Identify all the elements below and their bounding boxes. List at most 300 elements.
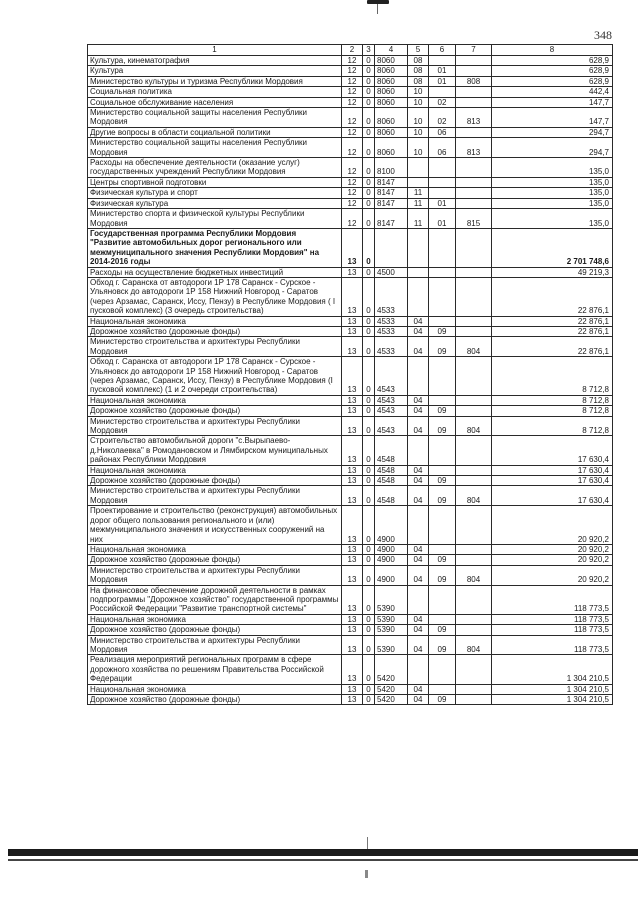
header-col-3: 3 [363,45,375,56]
row-name: Национальная экономика [88,544,342,554]
row-code-6: 09 [429,635,456,655]
header-row [88,45,613,56]
row-code-3: 0 [363,655,375,684]
row-code-4: 5390 [375,614,408,624]
table-row [88,476,613,486]
row-name: Культура, кинематография [88,56,342,66]
table-row [88,416,613,436]
row-code-4: 4548 [375,436,408,465]
row-amount: 294,7 [492,138,613,158]
row-amount: 20 920,2 [492,565,613,585]
row-code-6: 02 [429,97,456,107]
table-row [88,486,613,506]
row-name: Национальная экономика [88,614,342,624]
row-code-2: 12 [342,108,363,128]
row-code-4: 5390 [375,625,408,635]
row-code-3: 0 [363,614,375,624]
row-code-2: 12 [342,158,363,178]
row-code-3: 0 [363,625,375,635]
row-code-7 [456,506,492,545]
table-row [88,506,613,545]
row-code-5: 10 [408,108,429,128]
row-code-4: 5420 [375,655,408,684]
row-code-6 [429,395,456,405]
table-body [88,56,613,705]
row-amount: 294,7 [492,127,613,137]
row-code-7 [456,267,492,277]
row-code-4: 8060 [375,56,408,66]
row-amount: 135,0 [492,198,613,208]
row-code-7 [456,66,492,76]
row-code-2: 13 [342,565,363,585]
row-name: Социальное обслуживание населения [88,97,342,107]
row-code-4: 4500 [375,267,408,277]
row-code-2: 12 [342,209,363,229]
row-code-7 [456,684,492,694]
row-amount: 2 701 748,6 [492,228,613,267]
row-code-7 [456,127,492,137]
row-amount: 17 630,4 [492,436,613,465]
row-name: Министерство строительства и архитектуры Республики Мордовия [88,416,342,436]
row-code-4: 8060 [375,87,408,97]
row-name: Национальная экономика [88,395,342,405]
row-code-3: 0 [363,108,375,128]
row-amount: 628,9 [492,56,613,66]
table-row [88,56,613,66]
header-col-2: 2 [342,45,363,56]
row-code-4: 4533 [375,277,408,316]
row-code-6 [429,585,456,614]
row-name: Обход г. Саранска от автодороги 1Р 178 Саранск - Сурское - Ульяновск до автодороги 1Р 158 Нижний Новгород - Саратов (через Арзамас, Саранск, Исcу, Пензу) в Республике Мордовия (I пусковой комплекс) (1 и 2 очереди строительства) [88,357,342,396]
row-name: Министерство строительства и архитектуры Республики Мордовия [88,635,342,655]
row-code-5: 04 [408,486,429,506]
row-code-7 [456,436,492,465]
row-code-3: 0 [363,695,375,705]
row-code-5 [408,158,429,178]
row-amount: 147,7 [492,108,613,128]
row-code-4: 4900 [375,544,408,554]
bottom-border-line [8,859,638,861]
row-amount: 118 773,5 [492,635,613,655]
row-code-4: 8060 [375,97,408,107]
row-code-3: 0 [363,436,375,465]
row-code-7 [456,625,492,635]
row-name: Министерство строительства и архитектуры Республики Мордовия [88,565,342,585]
row-code-3: 0 [363,395,375,405]
row-code-5 [408,228,429,267]
table-row [88,209,613,229]
row-amount: 17 630,4 [492,465,613,475]
row-code-4: 8147 [375,209,408,229]
row-code-3: 0 [363,357,375,396]
row-code-7 [456,655,492,684]
row-code-2: 13 [342,277,363,316]
row-code-7: 808 [456,76,492,86]
bottom-border-bar [8,849,638,856]
row-code-7: 813 [456,138,492,158]
row-code-7 [456,277,492,316]
row-code-4: 4543 [375,416,408,436]
table-row [88,555,613,565]
row-code-2: 13 [342,436,363,465]
row-code-3: 0 [363,127,375,137]
row-code-7 [456,97,492,107]
row-name: Министерство социальной защиты населения Республики Мордовия [88,138,342,158]
row-amount: 22 876,1 [492,337,613,357]
table-row [88,337,613,357]
row-code-5: 08 [408,76,429,86]
row-amount: 20 920,2 [492,544,613,554]
header-col-6: 6 [429,45,456,56]
row-code-4: 8147 [375,198,408,208]
row-code-3: 0 [363,228,375,267]
row-code-4: 8147 [375,177,408,187]
row-amount: 118 773,5 [492,585,613,614]
row-name: Проектирование и строительство (реконструкция) автомобильных дорог общего пользования регионального и (или) межмуниципального значения и искусственных сооружений на них [88,506,342,545]
row-code-4: 4533 [375,316,408,326]
row-code-6 [429,87,456,97]
row-amount: 49 219,3 [492,267,613,277]
row-code-3: 0 [363,76,375,86]
row-name: Другие вопросы в области социальной политики [88,127,342,137]
row-code-6: 09 [429,565,456,585]
row-code-2: 13 [342,228,363,267]
row-code-6: 09 [429,555,456,565]
row-code-7 [456,177,492,187]
row-code-6 [429,267,456,277]
row-code-5: 04 [408,395,429,405]
row-code-2: 12 [342,177,363,187]
table-row [88,585,613,614]
row-code-3: 0 [363,555,375,565]
row-amount: 135,0 [492,188,613,198]
table-row [88,326,613,336]
row-code-6: 01 [429,198,456,208]
row-name: Социальная политика [88,87,342,97]
row-code-7 [456,316,492,326]
row-code-5: 04 [408,465,429,475]
row-code-4: 4548 [375,465,408,475]
row-code-2: 13 [342,655,363,684]
row-code-2: 13 [342,614,363,624]
row-name: Центры спортивной подготовки [88,177,342,187]
row-code-3: 0 [363,158,375,178]
row-code-7: 804 [456,565,492,585]
row-code-2: 13 [342,635,363,655]
row-code-6 [429,357,456,396]
row-name: Национальная экономика [88,316,342,326]
row-code-4: 4548 [375,476,408,486]
row-code-6 [429,56,456,66]
row-code-4: 4900 [375,555,408,565]
row-amount: 135,0 [492,209,613,229]
row-code-3: 0 [363,326,375,336]
row-code-7: 804 [456,635,492,655]
row-code-5 [408,277,429,316]
row-code-6: 09 [429,625,456,635]
row-code-5: 08 [408,56,429,66]
row-code-5: 04 [408,695,429,705]
row-amount: 20 920,2 [492,555,613,565]
table-row [88,695,613,705]
row-name: Государственная программа Республики Мордовия "Развитие автомобильных дорог регионального или межмуниципального значения Республики Мордовия" на 2014-2016 годы [88,228,342,267]
row-code-7 [456,695,492,705]
row-code-3: 0 [363,198,375,208]
row-code-5: 04 [408,614,429,624]
table-row [88,465,613,475]
row-code-7 [456,406,492,416]
row-code-5 [408,506,429,545]
row-amount: 8 712,8 [492,406,613,416]
row-code-6: 09 [429,406,456,416]
row-code-2: 13 [342,486,363,506]
row-name: Культура [88,66,342,76]
row-code-5: 04 [408,565,429,585]
row-code-7 [456,87,492,97]
table-row [88,655,613,684]
row-code-5: 10 [408,127,429,137]
row-name: Министерство культуры и туризма Республики Мордовия [88,76,342,86]
row-code-3: 0 [363,465,375,475]
row-code-6 [429,228,456,267]
row-code-5: 10 [408,87,429,97]
row-code-6 [429,277,456,316]
row-code-4: 8060 [375,138,408,158]
table-row [88,277,613,316]
row-code-6 [429,544,456,554]
row-code-3: 0 [363,544,375,554]
row-name: Реализация мероприятий региональных программ в сфере дорожного хозяйства по решениям Правительства Российской Федерации [88,655,342,684]
row-code-6: 09 [429,416,456,436]
row-code-6 [429,614,456,624]
row-code-2: 13 [342,326,363,336]
row-code-7: 815 [456,209,492,229]
row-code-5: 10 [408,138,429,158]
row-code-7 [456,395,492,405]
table-row [88,316,613,326]
row-amount: 628,9 [492,76,613,86]
table-row [88,97,613,107]
row-amount: 1 304 210,5 [492,695,613,705]
row-code-6: 09 [429,695,456,705]
row-code-2: 12 [342,87,363,97]
row-code-7 [456,555,492,565]
row-name: Министерство социальной защиты населения Республики Мордовия [88,108,342,128]
row-code-4: 5420 [375,695,408,705]
row-code-4: 4533 [375,337,408,357]
row-code-5: 11 [408,188,429,198]
table-row [88,357,613,396]
table-row [88,544,613,554]
row-name: Физическая культура [88,198,342,208]
row-code-3: 0 [363,87,375,97]
row-code-4: 4533 [375,326,408,336]
row-code-2: 12 [342,66,363,76]
row-name: Строительство автомобильной дороги "с.Вырыпаево-д.Николаевка" в Ромодановском и Лямбирском муниципальных районах Республики Мордовия [88,436,342,465]
row-code-3: 0 [363,188,375,198]
row-name: Расходы на осуществление бюджетных инвестиций [88,267,342,277]
row-code-3: 0 [363,476,375,486]
row-code-6 [429,506,456,545]
row-amount: 8 712,8 [492,416,613,436]
row-amount: 135,0 [492,158,613,178]
row-code-7 [456,614,492,624]
row-code-6: 01 [429,66,456,76]
row-code-5 [408,585,429,614]
table-row [88,684,613,694]
row-code-2: 13 [342,476,363,486]
row-code-2: 12 [342,198,363,208]
row-code-5: 04 [408,337,429,357]
table-row [88,228,613,267]
row-code-6: 09 [429,476,456,486]
row-name: Национальная экономика [88,684,342,694]
table-row [88,177,613,187]
row-code-3: 0 [363,66,375,76]
row-code-5 [408,436,429,465]
table-row [88,565,613,585]
header-col-4: 4 [375,45,408,56]
row-code-6 [429,316,456,326]
row-code-5: 04 [408,476,429,486]
row-amount: 20 920,2 [492,506,613,545]
row-code-2: 13 [342,267,363,277]
row-code-6: 09 [429,486,456,506]
row-code-4 [375,228,408,267]
header-col-7: 7 [456,45,492,56]
table-row [88,436,613,465]
row-code-7 [456,544,492,554]
row-code-4: 4900 [375,565,408,585]
row-code-3: 0 [363,177,375,187]
row-code-6: 06 [429,138,456,158]
row-code-4: 8100 [375,158,408,178]
row-name: Дорожное хозяйство (дорожные фонды) [88,625,342,635]
row-amount: 628,9 [492,66,613,76]
row-name: Дорожное хозяйство (дорожные фонды) [88,555,342,565]
row-amount: 147,7 [492,97,613,107]
table-row [88,127,613,137]
row-code-2: 13 [342,406,363,416]
row-code-2: 13 [342,357,363,396]
row-code-4: 8060 [375,66,408,76]
row-code-7 [456,326,492,336]
row-code-7: 804 [456,337,492,357]
row-code-4: 4900 [375,506,408,545]
row-code-5 [408,177,429,187]
row-amount: 22 876,1 [492,277,613,316]
row-code-3: 0 [363,56,375,66]
row-code-5: 08 [408,66,429,76]
row-code-3: 0 [363,406,375,416]
row-code-6 [429,158,456,178]
row-name: На финансовое обеспечение дорожной деятельности в рамках подпрограммы "Дорожное хозяйство" государственной программы Российской Федерации "Развитие транспортной системы" [88,585,342,614]
row-code-3: 0 [363,209,375,229]
table-row [88,267,613,277]
table-row [88,87,613,97]
row-code-6: 02 [429,108,456,128]
row-code-4: 5390 [375,585,408,614]
row-code-3: 0 [363,138,375,158]
row-code-4: 4543 [375,395,408,405]
row-code-3: 0 [363,267,375,277]
row-code-7 [456,198,492,208]
row-code-4: 8147 [375,188,408,198]
row-amount: 22 876,1 [492,326,613,336]
row-amount: 8 712,8 [492,357,613,396]
row-code-5: 04 [408,625,429,635]
row-code-6: 09 [429,326,456,336]
row-code-4: 5390 [375,635,408,655]
row-code-5: 04 [408,544,429,554]
row-code-7: 804 [456,486,492,506]
budget-table [87,44,613,705]
row-code-4: 4548 [375,486,408,506]
row-code-3: 0 [363,277,375,316]
row-code-2: 13 [342,625,363,635]
row-code-2: 13 [342,695,363,705]
row-code-5: 10 [408,97,429,107]
row-code-3: 0 [363,416,375,436]
row-code-7 [456,228,492,267]
row-code-2: 13 [342,416,363,436]
table-row [88,76,613,86]
row-code-2: 12 [342,56,363,66]
row-code-2: 13 [342,316,363,326]
row-code-4: 4543 [375,406,408,416]
row-code-3: 0 [363,97,375,107]
row-code-7: 813 [456,108,492,128]
row-code-2: 13 [342,544,363,554]
row-amount: 135,0 [492,177,613,187]
row-amount: 8 712,8 [492,395,613,405]
row-code-2: 12 [342,127,363,137]
row-code-5: 04 [408,326,429,336]
row-amount: 118 773,5 [492,614,613,624]
row-code-6: 01 [429,209,456,229]
scan-mark-bottom [365,870,368,878]
header-col-1: 1 [88,45,342,56]
row-code-6: 06 [429,127,456,137]
row-code-5 [408,655,429,684]
row-code-5 [408,357,429,396]
table-row [88,108,613,128]
row-code-7 [456,357,492,396]
row-code-4: 8060 [375,108,408,128]
row-code-2: 13 [342,506,363,545]
row-name: Дорожное хозяйство (дорожные фонды) [88,406,342,416]
row-amount: 1 304 210,5 [492,655,613,684]
row-code-6 [429,436,456,465]
row-code-2: 13 [342,395,363,405]
row-code-7 [456,188,492,198]
row-code-3: 0 [363,486,375,506]
row-code-4: 8060 [375,76,408,86]
row-amount: 442,4 [492,87,613,97]
row-code-5: 04 [408,635,429,655]
table-row [88,188,613,198]
row-code-5: 11 [408,209,429,229]
row-code-2: 12 [342,138,363,158]
row-code-3: 0 [363,506,375,545]
row-code-2: 12 [342,188,363,198]
row-code-5: 04 [408,416,429,436]
row-code-6 [429,465,456,475]
row-code-5: 04 [408,316,429,326]
row-code-3: 0 [363,316,375,326]
table-row [88,158,613,178]
row-name: Национальная экономика [88,465,342,475]
